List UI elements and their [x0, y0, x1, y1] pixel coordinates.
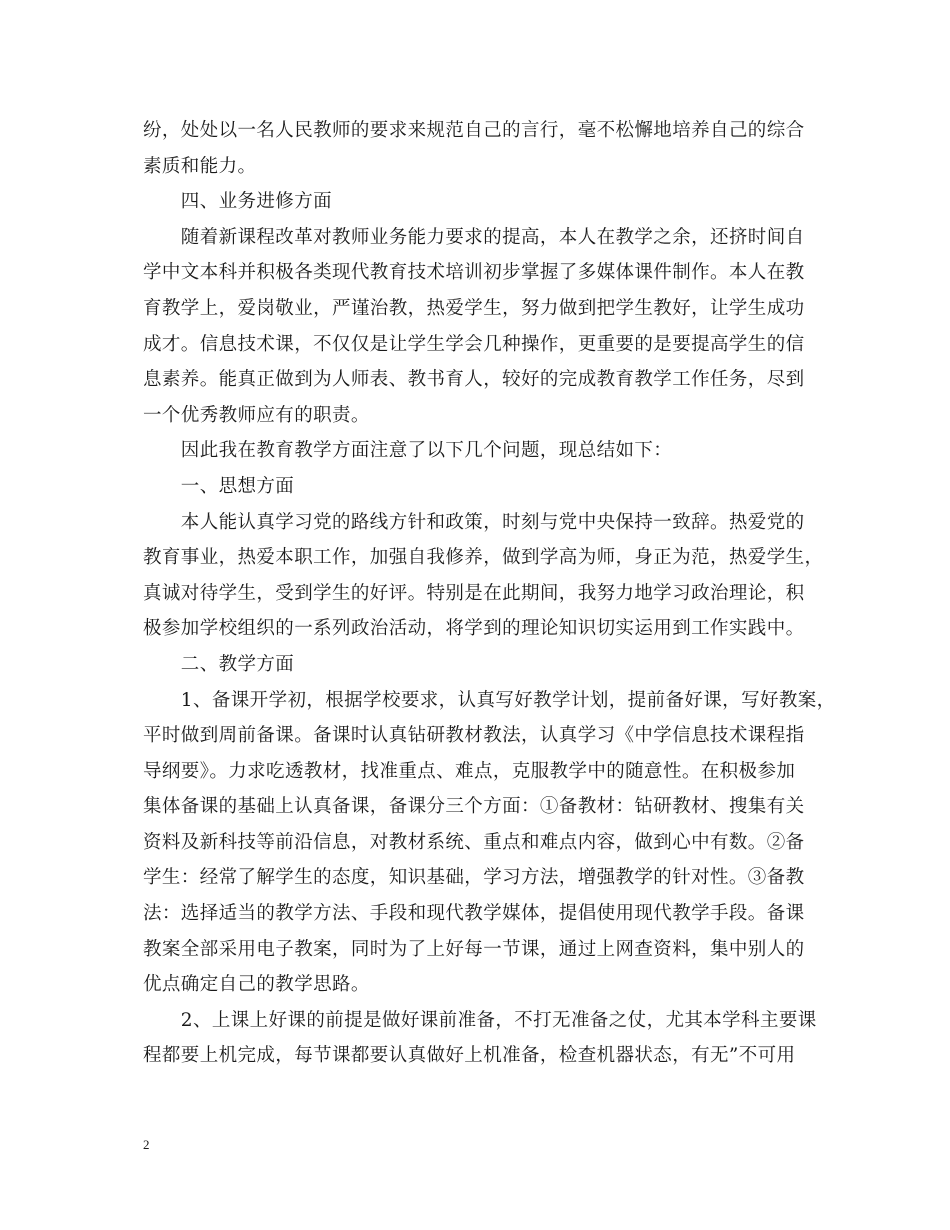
- text-line: 教育事业，热爱本职工作，加强自我修养，做到学高为师，身正为范，热爱学生，: [143, 547, 824, 569]
- body-text: [143, 113, 836, 1074]
- text-line: 教案全部采用电子教案，同时为了上好每一节课，通过上网查资料，集中别人的: [143, 938, 805, 960]
- text-line: 成才。信息技术课，不仅仅是让学生学会几种操作，更重要的是要提高学生的信: [143, 333, 805, 355]
- text-line: 优点确定自己的教学思路。: [143, 974, 370, 996]
- text-line: 本人能认真学习党的路线方针和政策，时刻与党中央保持一致辞。热爱党的: [143, 511, 805, 533]
- text-line: 法：选择适当的教学方法、手段和现代教学媒体，提倡使用现代教学手段。备课: [143, 903, 805, 925]
- text-line: 真诚对待学生，受到学生的好评。特别是在此期间，我努力地学习政治理论，积: [143, 582, 805, 604]
- text-line: 因此我在教育教学方面注意了以下几个问题，现总结如下：: [143, 440, 673, 462]
- text-line: 平时做到周前备课。备课时认真钻研教材教法，认真学习《中学信息技术课程指: [143, 725, 805, 747]
- text-line: 集体备课的基础上认真备课，备课分三个方面：①备教材：钻研教材、搜集有关: [143, 796, 805, 818]
- text-line: 一个优秀教师应有的职责。: [143, 404, 370, 426]
- text-line: 资料及新科技等前沿信息，对教材系统、重点和难点内容，做到心中有数。②备: [143, 831, 805, 853]
- text-line: 育教学上，爱岗敬业，严谨治教，热爱学生，努力做到把学生教好，让学生成功: [143, 297, 805, 319]
- text-line: 程都要上机完成，每节课都要认真做好上机准备，检查机器状态，有无”不可用: [143, 1045, 796, 1067]
- section-heading: 四、业务进修方面: [143, 191, 333, 213]
- text-line: 息素养。能真正做到为人师表、教书育人，较好的完成教育教学工作任务，尽到: [143, 369, 805, 391]
- text-line: 2、上课上好课的前提是做好课前准备，不打无准备之仗，尤其本学科主要课: [143, 1009, 817, 1031]
- text-line: 纷，处处以一名人民教师的要求来规范自己的言行，毫不松懈地培养自己的综合: [143, 120, 805, 141]
- text-line: 随着新课程改革对教师业务能力要求的提高，本人在教学之余，还挤时间自: [143, 226, 805, 248]
- section-heading: 一、思想方面: [143, 475, 295, 497]
- text-line: 学中文本科并积极各类现代教育技术培训初步掌握了多媒体课件制作。本人在教: [143, 262, 805, 284]
- text-line: 1、备课开学初，根据学校要求，认真写好教学计划，提前备好课，写好教案，: [143, 689, 836, 711]
- text-line: 导纲要》。力求吃透教材，找准重点、难点，克服教学中的随意性。在积极参加: [143, 760, 796, 782]
- section-heading: 二、教学方面: [143, 653, 295, 675]
- text-line: 学生：经常了解学生的态度，知识基础，学习方法，增强教学的针对性。③备教: [143, 867, 805, 889]
- page-number: 2: [143, 1137, 150, 1152]
- text-line: 素质和能力。: [143, 155, 257, 177]
- text-line: 极参加学校组织的一系列政治活动，将学到的理论知识切实运用到工作实践中。: [143, 618, 805, 640]
